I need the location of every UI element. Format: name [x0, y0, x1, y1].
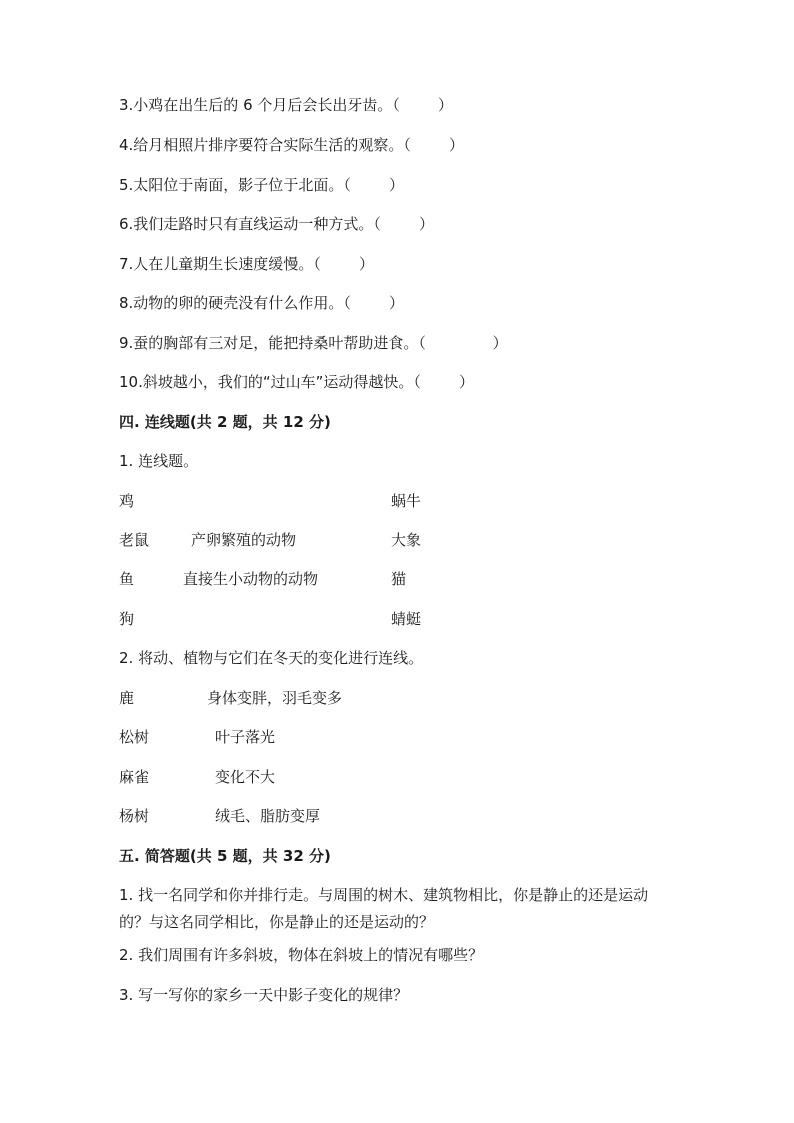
matching-question-2-title: 2. 将动、植物与它们在冬天的变化进行连线。	[119, 649, 424, 667]
judgement-question-4: 4.给月相照片排序要符合实际生活的观察。（ ）	[119, 136, 464, 154]
match2-left-item: 杨树	[119, 807, 150, 825]
match1-right-item: 蜻蜓	[391, 610, 422, 628]
judgement-question-6: 6.我们走路时只有直线运动一种方式。（ ）	[119, 215, 434, 233]
judgement-question-3: 3.小鸡在出生后的 6 个月后会长出牙齿。（ ）	[119, 96, 454, 114]
match2-left-item: 松树	[119, 728, 150, 746]
match2-right-item: 身体变胖，羽毛变多	[207, 689, 343, 707]
judgement-question-8: 8.动物的卵的硬壳没有什么作用。（ ）	[119, 294, 404, 312]
match1-middle-item: 产卵繁殖的动物	[191, 531, 297, 549]
short-answer-question-2: 2. 我们周围有许多斜坡，物体在斜坡上的情况有哪些？	[119, 946, 484, 964]
judgement-question-5: 5.太阳位于南面，影子位于北面。（ ）	[119, 176, 404, 194]
match1-right-item: 大象	[391, 531, 422, 549]
match2-right-item: 绒毛、脂肪变厚	[215, 807, 321, 825]
short-answer-question-1: 1. 找一名同学和你并排行走。与周围的树木、建筑物相比，你是静止的还是运动的？与这名同学相比，你是静止的还是运动的？	[119, 886, 649, 931]
match1-right-item: 蜗牛	[391, 492, 422, 510]
match2-right-item: 叶子落光	[215, 728, 276, 746]
match1-left-item: 鱼	[119, 570, 135, 588]
match2-left-item: 麻雀	[119, 768, 150, 786]
section-4-heading: 四. 连线题(共 2 题，共 12 分)	[119, 413, 331, 431]
matching-question-1-title: 1. 连线题。	[119, 452, 199, 470]
match1-right-item: 猫	[391, 570, 407, 588]
match1-left-item: 老鼠	[119, 531, 150, 549]
judgement-question-10: 10.斜坡越小，我们的“过山车”运动得越快。（ ）	[119, 373, 475, 391]
section-5-heading: 五. 简答题(共 5 题，共 32 分)	[119, 847, 331, 865]
match1-left-item: 狗	[119, 610, 135, 628]
match2-right-item: 变化不大	[215, 768, 276, 786]
short-answer-question-3: 3. 写一写你的家乡一天中影子变化的规律？	[119, 986, 409, 1004]
judgement-question-9: 9.蚕的胸部有三对足，能把持桑叶帮助进食。（ ）	[119, 334, 508, 352]
judgement-question-7: 7.人在儿童期生长速度缓慢。（ ）	[119, 255, 374, 273]
match1-middle-item: 直接生小动物的动物	[183, 570, 319, 588]
match2-left-item: 鹿	[119, 689, 135, 707]
match1-left-item: 鸡	[119, 492, 135, 510]
